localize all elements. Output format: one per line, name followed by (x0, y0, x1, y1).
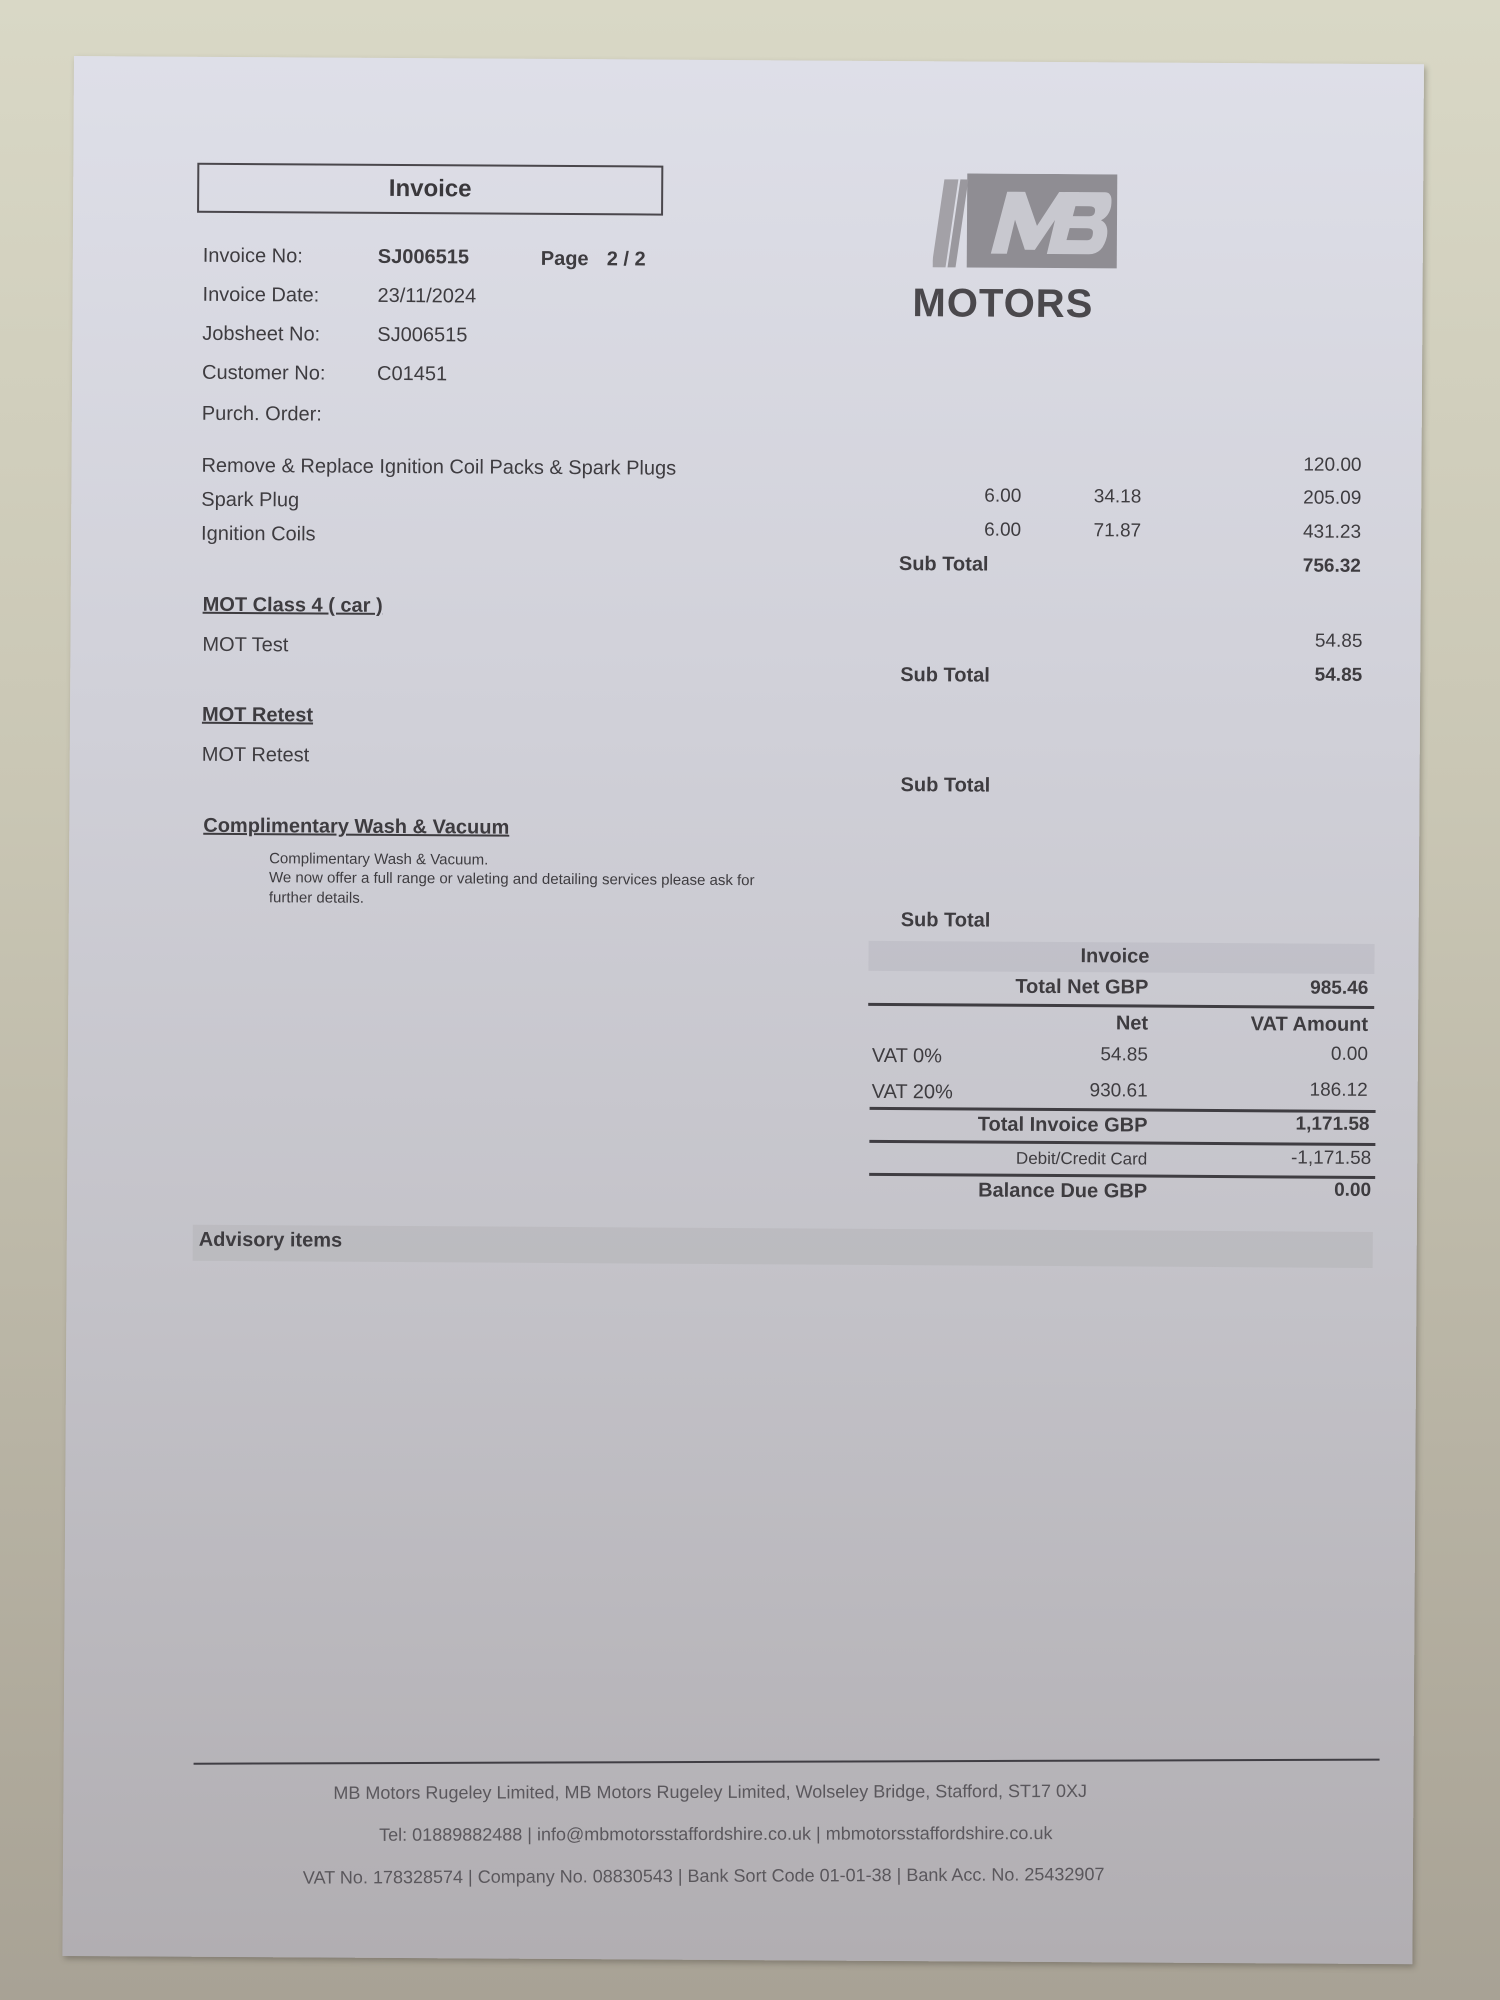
footer-company-details: VAT No. 178328574 | Company No. 08830543 | Bank Sort Code 01-01-38 | Bank Acc. No. 25432907 (302, 1864, 1105, 1888)
total-net-value: 985.46 (1310, 977, 1369, 999)
advisory-band (193, 1225, 1373, 1268)
jobsheet-no-value: SJ006515 (377, 323, 468, 347)
invoice-no-label: Invoice No: (202, 244, 303, 268)
invoice-title-box (197, 163, 663, 216)
vat-rate-label: VAT 20% (871, 1080, 953, 1104)
line-item-description: Ignition Coils (201, 522, 316, 546)
summary-divider (868, 1003, 1374, 1009)
total-invoice-label: Total Invoice GBP (977, 1113, 1148, 1137)
line-item-amount: 120.00 (1303, 454, 1362, 476)
vat-amount-value: 186.12 (1309, 1079, 1368, 1101)
customer-no-label: Customer No: (202, 361, 326, 385)
vat-net-value: 54.85 (1100, 1044, 1148, 1066)
line-item-description: Remove & Replace Ignition Coil Packs & Spark Plugs (201, 454, 677, 480)
payment-method-label: Debit/Credit Card (1015, 1148, 1148, 1169)
line-item-amount: 205.09 (1303, 487, 1362, 509)
footer-divider (194, 1759, 1380, 1765)
note-line: We now offer a full range or valeting and detailing services please ask for (268, 869, 755, 890)
invoice-page (62, 56, 1424, 1964)
jobsheet-no-label: Jobsheet No: (202, 322, 321, 346)
summary-header: Invoice (1080, 945, 1150, 968)
logo-wordmark: MOTORS (912, 281, 1094, 327)
col-vat-header: VAT Amount (1250, 1013, 1369, 1036)
subtotal-label: Sub Total (898, 553, 989, 576)
line-item-unit-price: 71.87 (1093, 520, 1142, 542)
note-line: further details. (268, 889, 364, 907)
line-item-description: Spark Plug (201, 488, 300, 512)
line-item-qty: 6.00 (984, 519, 1022, 541)
subtotal-value: 756.32 (1302, 555, 1361, 577)
mb-logo-icon (933, 173, 1134, 274)
line-item-amount: 54.85 (1314, 630, 1363, 652)
summary-divider (870, 1107, 1376, 1113)
invoice-no-value: SJ006515 (377, 245, 470, 269)
invoice-title: Invoice (388, 174, 472, 203)
line-item-amount: 431.23 (1302, 521, 1362, 543)
vat-net-value: 930.61 (1089, 1080, 1148, 1102)
payment-value: -1,171.58 (1290, 1147, 1372, 1169)
section-heading-mot-retest: MOT Retest (201, 703, 314, 727)
footer-contact: Tel: 01889882488 | info@mbmotorsstaffordshire.co.uk | mbmotorsstaffordshire.co.uk (379, 1823, 1053, 1845)
section-heading-mot-class-4: MOT Class 4 ( car ) (202, 593, 383, 617)
vat-rate-label: VAT 0% (871, 1044, 943, 1068)
note-line: Complimentary Wash & Vacuum. (269, 850, 489, 869)
summary-divider (869, 1140, 1375, 1146)
page-value: 2 / 2 (606, 248, 646, 271)
line-item-description: MOT Test (202, 633, 289, 657)
section-heading-complimentary-wash: Complimentary Wash & Vacuum (203, 814, 510, 839)
footer-address: MB Motors Rugeley Limited, MB Motors Rugeley Limited, Wolseley Bridge, Stafford, ST17 0XJ (333, 1780, 1088, 1803)
summary-divider (869, 1173, 1375, 1179)
customer-no-value: C01451 (376, 362, 448, 386)
line-item-qty: 6.00 (984, 485, 1022, 507)
balance-due-label: Balance Due GBP (978, 1179, 1148, 1203)
subtotal-label: Sub Total (900, 664, 990, 687)
invoice-date-value: 23/11/2024 (377, 284, 477, 308)
line-item-description: MOT Retest (201, 743, 310, 767)
subtotal-label: Sub Total (900, 774, 991, 797)
total-invoice-value: 1,171.58 (1295, 1113, 1370, 1135)
advisory-items-heading: Advisory items (198, 1228, 343, 1252)
invoice-date-label: Invoice Date: (202, 283, 320, 307)
purch-order-label: Purch. Order: (201, 402, 322, 426)
subtotal-label: Sub Total (900, 909, 991, 932)
page-label: Page (540, 247, 589, 271)
total-net-label: Total Net GBP (1015, 975, 1149, 999)
subtotal-value: 54.85 (1314, 664, 1363, 686)
balance-due-value: 0.00 (1334, 1179, 1372, 1201)
line-item-unit-price: 34.18 (1093, 486, 1142, 508)
vat-amount-value: 0.00 (1330, 1043, 1368, 1065)
col-net-header: Net (1115, 1012, 1149, 1035)
